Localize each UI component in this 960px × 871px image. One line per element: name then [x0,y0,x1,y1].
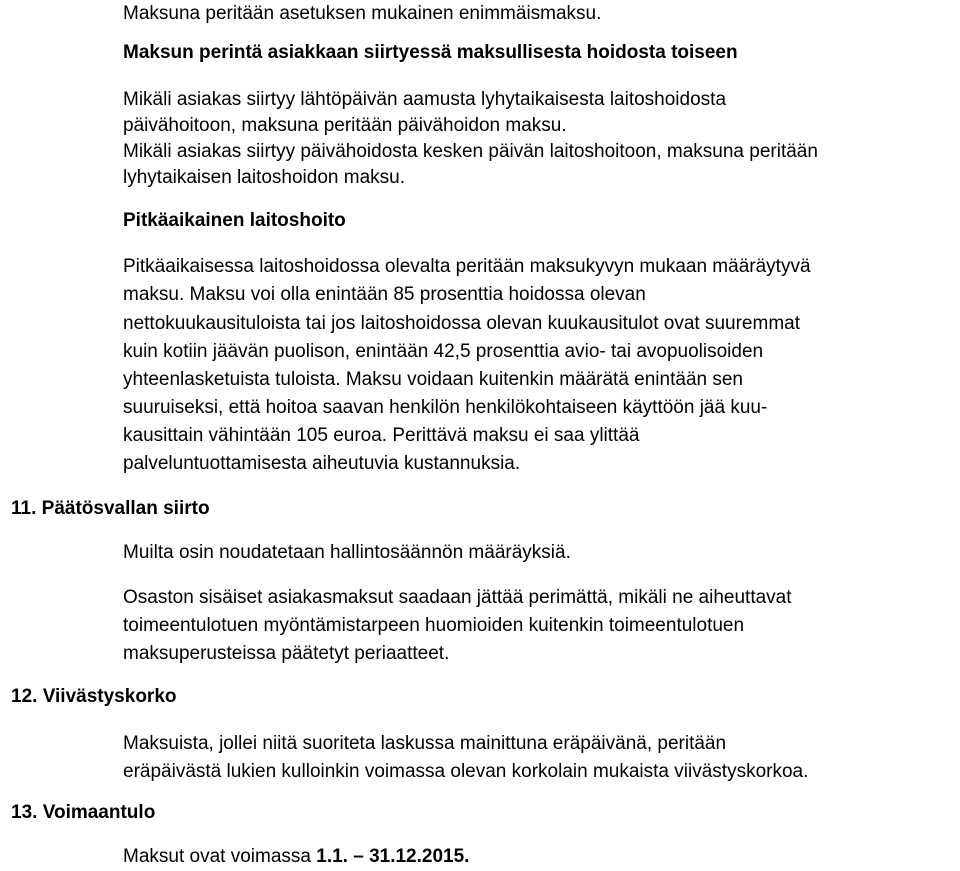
intro-line: Maksuna peritään asetuksen mukainen enimmäismaksu. [123,3,602,24]
section-11-line: toimeentulotuen myöntämistarpeen huomioiden kuitenkin toimeentulotuen [123,615,745,636]
transfer-line: lyhytaikaisen laitoshoidon maksu. [123,167,405,188]
longterm-line: maksu. Maksu voi olla enintään 85 prosenttia hoidossa olevan [123,284,646,305]
longterm-line: palveluntuottamisesta aiheutuvia kustannuksia. [123,453,521,474]
section-12-line: Maksuista, jollei niitä suoriteta laskussa mainittuna eräpäivänä, peritään [123,733,727,754]
validity-text: Maksut ovat voimassa [123,846,317,867]
longterm-line: suuruiseksi, että hoitoa saavan henkilön henkilökohtaiseen käyttöön jää kuu- [123,397,768,418]
transfer-line: Mikäli asiakas siirtyy lähtöpäivän aamusta lyhytaikaisesta laitoshoidosta [123,89,727,110]
longterm-line: Pitkäaikaisessa laitoshoidossa olevalta peritään maksukyvyn mukaan määräytyvä [123,256,811,277]
longterm-heading: Pitkäaikainen laitoshoito [123,210,346,231]
transfer-line: päivähoitoon, maksuna peritään päivähoidon maksu. [123,115,567,136]
section-11-line: Osaston sisäiset asiakasmaksut saadaan jättää perimättä, mikäli ne aiheuttavat [123,587,792,608]
longterm-line: kuin kotiin jäävän puolison, enintään 42,5 prosenttia avio- tai avopuolisoiden [123,341,764,362]
longterm-line: nettokuukausituloista tai jos laitoshoidossa olevan kuukausitulot ovat suuremmat [123,313,800,334]
section-number: 13. [11,802,38,823]
section-11-paragraph: Muilta osin noudatetaan hallintosäännön määräyksiä. [123,542,571,563]
section-title: Päätösvallan siirto [41,498,210,519]
section-11-line: maksuperusteissa päätetyt periaatteet. [123,643,450,664]
longterm-line: yhteenlasketuista tuloista. Maksu voidaan kuitenkin määrätä enintään sen [123,369,743,390]
section-13-heading [11,799,155,827]
validity-dates: 1.1. – 31.12.2015. [316,846,470,867]
section-title: Viivästyskorko [42,686,177,707]
longterm-line: kausittain vähintään 105 euroa. Perittävä maksu ei saa ylittää [123,425,640,446]
transfer-heading: Maksun perintä asiakkaan siirtyessä maksullisesta hoidosta toiseen [123,42,738,63]
section-12-line: eräpäivästä lukien kulloinkin voimassa olevan korkolain mukaista viivästyskorkoa. [123,761,809,782]
section-11-heading [11,495,210,523]
section-title: Voimaantulo [42,802,156,823]
section-number: 11. [11,498,37,519]
section-number: 12. [11,686,38,707]
section-12-heading [11,683,177,711]
transfer-line: Mikäli asiakas siirtyy päivähoidosta kesken päivän laitoshoitoon, maksuna peritään [123,141,818,162]
section-13-line [123,843,469,871]
